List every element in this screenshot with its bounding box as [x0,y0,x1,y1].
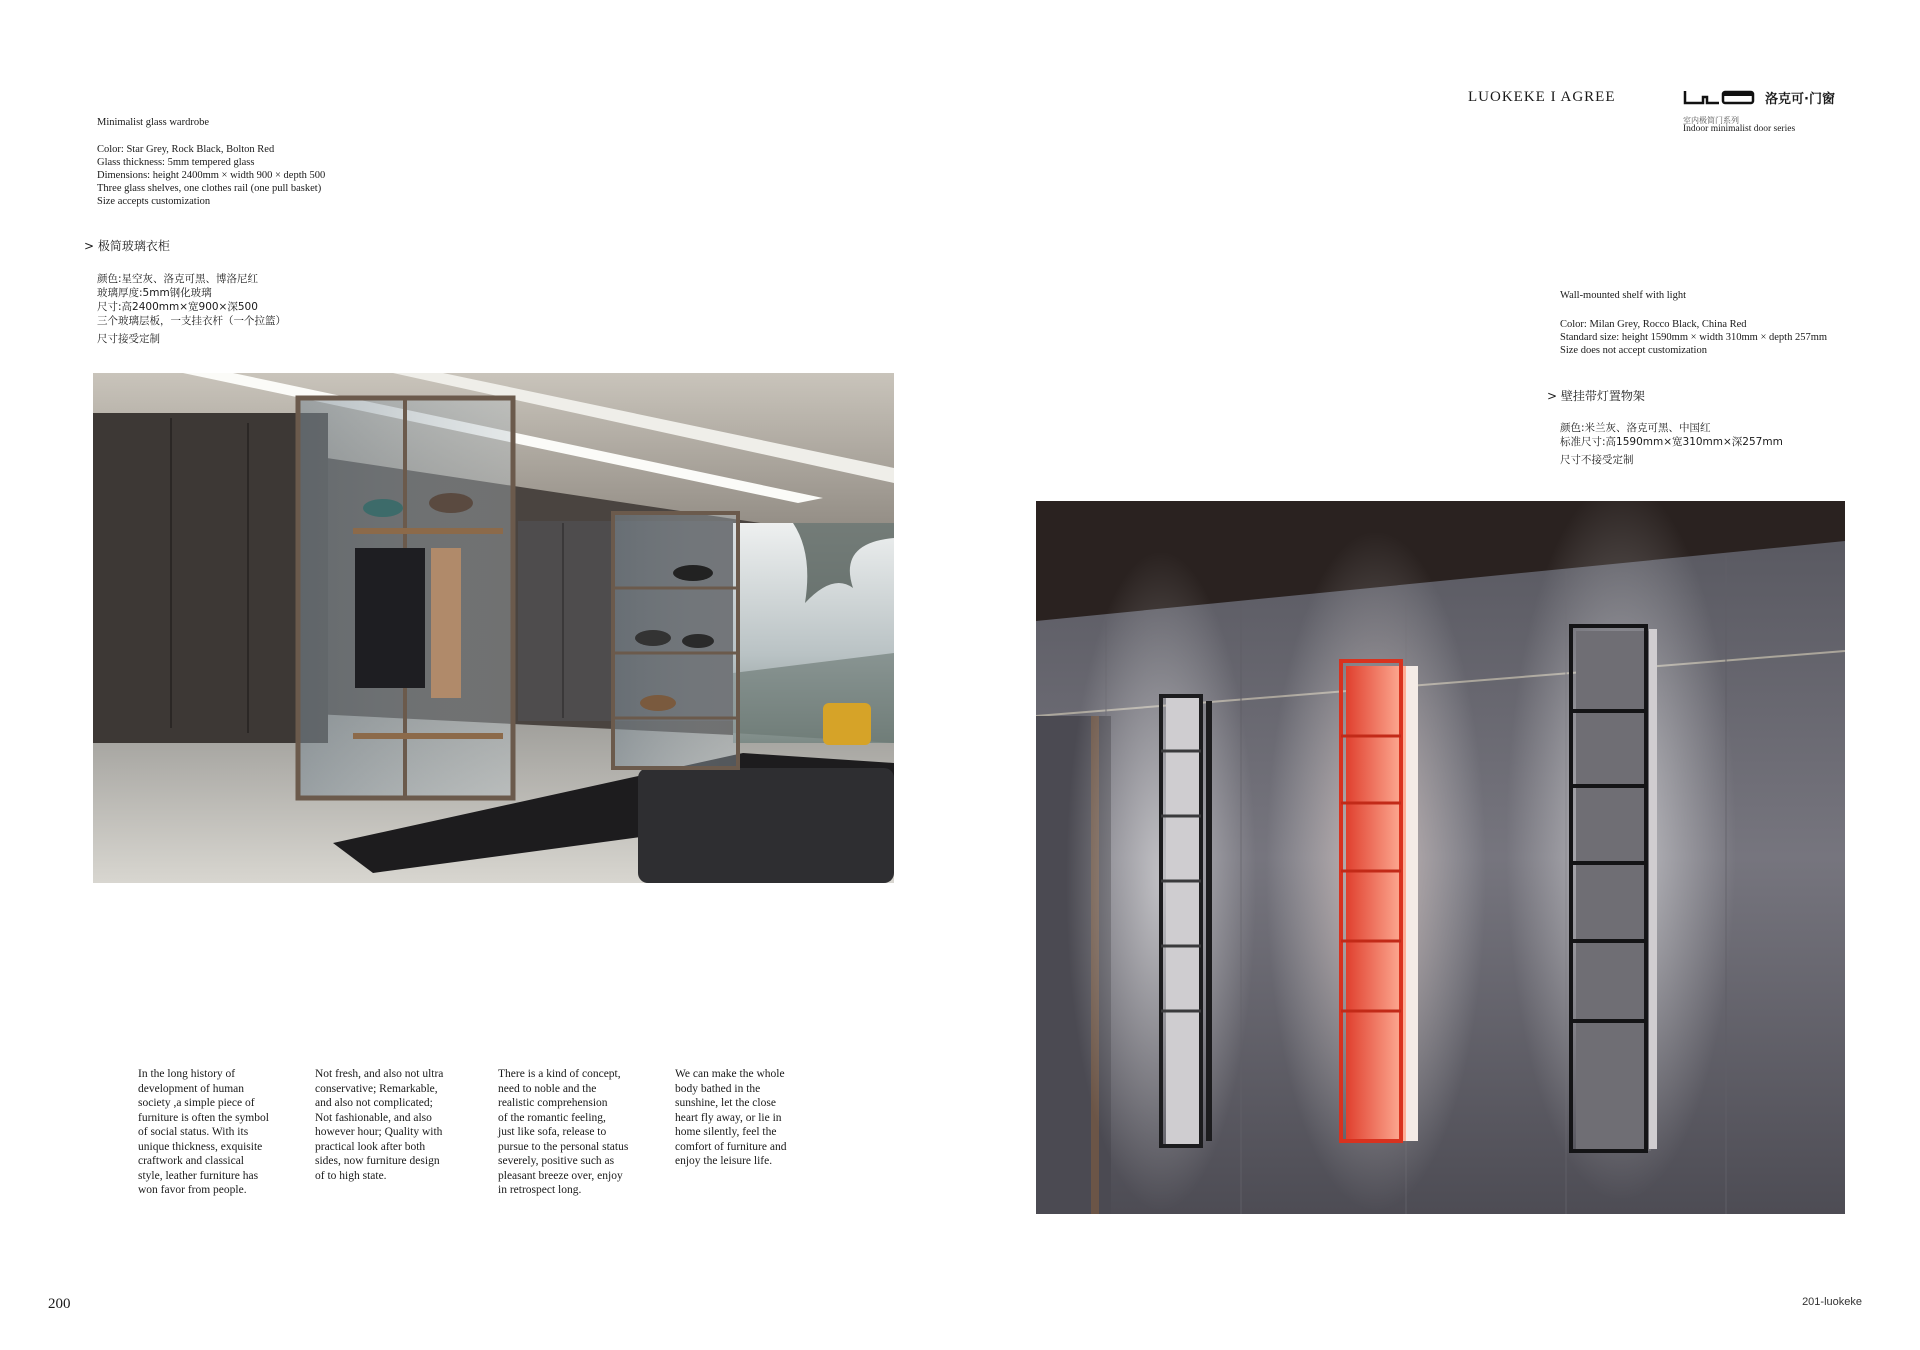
brand-subtitle-en: Indoor minimalist door series [1683,124,1796,134]
spec-line: Standard size: height 1590mm × width 310mm × depth 257mm [1560,332,1828,343]
brand-chinese-name: 洛克可·门窗 [1765,92,1835,107]
brand-subtitle-cn: 室内极简门系列 [1683,116,1739,125]
page-number-right: 201-luokeke [1802,1296,1862,1308]
spec-line: 尺寸不接受定制 [1560,454,1634,466]
spec-line: Color: Milan Grey, Rocco Black, China Red [1560,319,1747,330]
spec-line: 标准尺寸:高1590mm×宽310mm×深257mm [1560,436,1783,448]
column-line: body bathed in the [675,1082,761,1095]
wall-shelf-black [1506,501,1736,1201]
column-line: of social status. With its [138,1126,249,1138]
spec-line: Dimensions: height 2400mm × width 900 × depth 500 [97,170,326,181]
text-column-2 [315,1067,465,1183]
column-line: In the long history of [138,1068,236,1080]
shelf-specs-cn [1560,421,1783,467]
column-line: realistic comprehension [498,1097,608,1109]
spec-line: 尺寸接受定制 [97,333,160,345]
wardrobe-specs-cn [97,272,286,346]
luokeke-logo-icon [1683,89,1757,105]
spec-line: Size accepts customization [97,196,211,207]
column-line: furniture is often the symbol [138,1111,269,1124]
spec-line: 玻璃厚度:5mm钢化玻璃 [97,287,212,299]
shelf-specs-en [1560,318,1827,357]
column-line: comfort of furniture and [675,1140,787,1153]
column-line: severely, positive such as [498,1155,615,1167]
column-line: practical look after both [315,1140,426,1153]
wall-shelf-red [1266,531,1486,1211]
column-line: style, leather furniture has [138,1169,259,1182]
column-line: We can make the whole [675,1068,785,1080]
column-line: conservative; Remarkable, [315,1082,438,1095]
column-line: heart fly away, or lie in [675,1111,782,1124]
column-line: unique thickness, exquisite [138,1140,263,1153]
brand-name: LUOKEKE I AGREE [1468,89,1616,105]
shelf-title-en: Wall-mounted shelf with light [1560,290,1687,301]
column-line: development of human [138,1082,245,1095]
column-line: home silently, feel the [675,1126,777,1138]
wardrobe-photo [93,373,894,883]
page-number-left: 200 [48,1296,71,1312]
shelf-title-cn: > 壁挂带灯置物架 [1547,389,1645,403]
column-line: society ,a simple piece of [138,1097,255,1109]
spec-line: Color: Star Grey, Rock Black, Bolton Red [97,144,275,155]
spec-line: 颜色:米兰灰、洛克可黑、中国红 [1560,422,1711,434]
column-line: of the romantic feeling, [498,1111,606,1124]
spec-line: 颜色:星空灰、洛克可黑、博洛尼红 [97,273,259,285]
column-line: enjoy the leisure life. [675,1155,773,1167]
column-line: of to high state. [315,1169,387,1182]
column-line: in retrospect long. [498,1184,582,1196]
text-column-3 [498,1067,648,1198]
spec-line: 尺寸:高2400mm×宽900×深500 [97,301,258,313]
spec-line: 三个玻璃层板，一支挂衣杆（一个拉篮） [97,315,286,327]
column-line: just like sofa, release to [498,1126,607,1138]
wall-shelf-grey [1066,551,1256,1211]
column-line: need to noble and the [498,1082,597,1095]
column-line: sides, now furniture design [315,1155,440,1167]
column-line: pursue to the personal status [498,1140,629,1153]
wardrobe-title-en: Minimalist glass wardrobe [97,117,209,128]
column-line: sunshine, let the close [675,1097,776,1109]
column-line: and also not complicated; [315,1097,433,1109]
column-line: Not fresh, and also not ultra [315,1068,444,1080]
column-line: won favor from people. [138,1184,247,1196]
spec-line: Three glass shelves, one clothes rail (one pull basket) [97,183,322,194]
spec-line: Size does not accept customization [1560,345,1707,356]
wardrobe-specs-en [97,143,325,208]
text-column-4 [675,1067,825,1169]
column-line: craftwork and classical [138,1155,245,1167]
column-line: There is a kind of concept, [498,1068,621,1080]
spec-line: Glass thickness: 5mm tempered glass [97,157,255,168]
text-column-1 [138,1067,288,1198]
column-line: pleasant breeze over, enjoy [498,1169,623,1182]
column-line: Not fashionable, and also [315,1111,432,1124]
wardrobe-title-cn: > 极简玻璃衣柜 [84,239,170,253]
wall-shelf-photo [1036,501,1845,1214]
glass-wardrobe-large [298,398,513,798]
column-line: however hour; Quality with [315,1126,443,1138]
glass-wardrobe-small [613,513,738,768]
